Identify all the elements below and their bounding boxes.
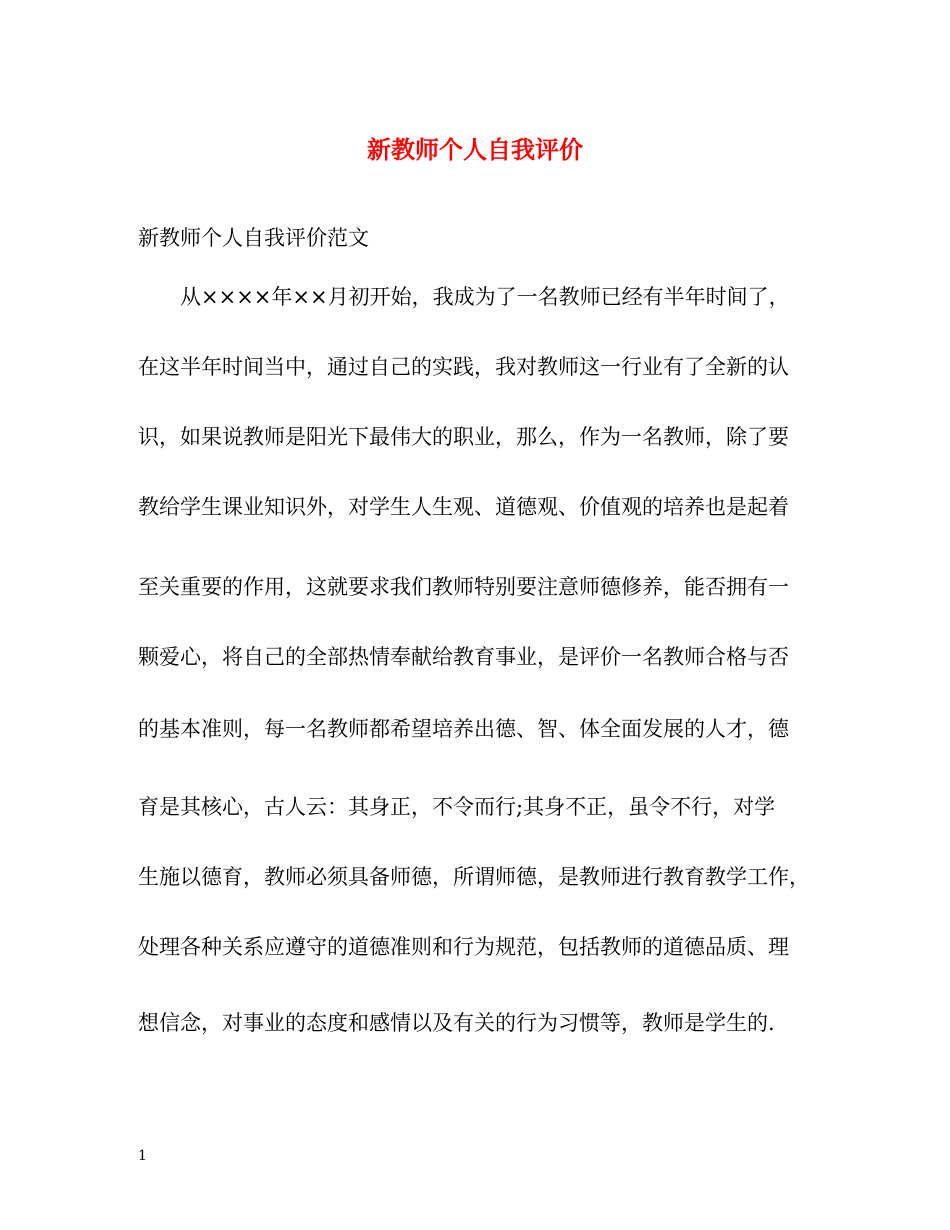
- document-subtitle: 新教师个人自我评价范文: [138, 226, 369, 250]
- body-line: 至关重要的作用，这就要求我们教师特别要注意师德修养，能否拥有一: [138, 575, 789, 599]
- body-line: 育是其核心，古人云：其身正，不令而行;其身不正，虽令不行，对学: [138, 795, 776, 819]
- body-line: 在这半年时间当中，通过自己的实践，我对教师这一行业有了全新的认: [138, 355, 789, 379]
- body-line: 颗爱心，将自己的全部热情奉献给教育事业，是评价一名教师合格与否: [138, 645, 789, 669]
- page-number: 1: [138, 1148, 147, 1164]
- body-line: 教给学生课业知识外，对学生人生观、道德观、价值观的培养也是起着: [138, 495, 789, 519]
- body-line: 处理各种关系应遵守的道德准则和行为规范，包括教师的道德品质、理: [138, 935, 789, 959]
- document-title: 新教师个人自我评价: [367, 135, 583, 164]
- body-line: 的基本准则，每一名教师都希望培养出德、智、体全面发展的人才，德: [138, 717, 789, 741]
- body-line: 想信念，对事业的态度和感情以及有关的行为习惯等，教师是学生的.: [138, 1011, 775, 1035]
- body-line: 从××××年××月初开始，我成为了一名教师已经有半年时间了，: [180, 285, 790, 309]
- body-line: 生施以德育，教师必须具备师德，所谓师德，是教师进行教育教学工作，: [138, 865, 810, 889]
- body-line: 识，如果说教师是阳光下最伟大的职业，那么，作为一名教师，除了要: [138, 425, 789, 449]
